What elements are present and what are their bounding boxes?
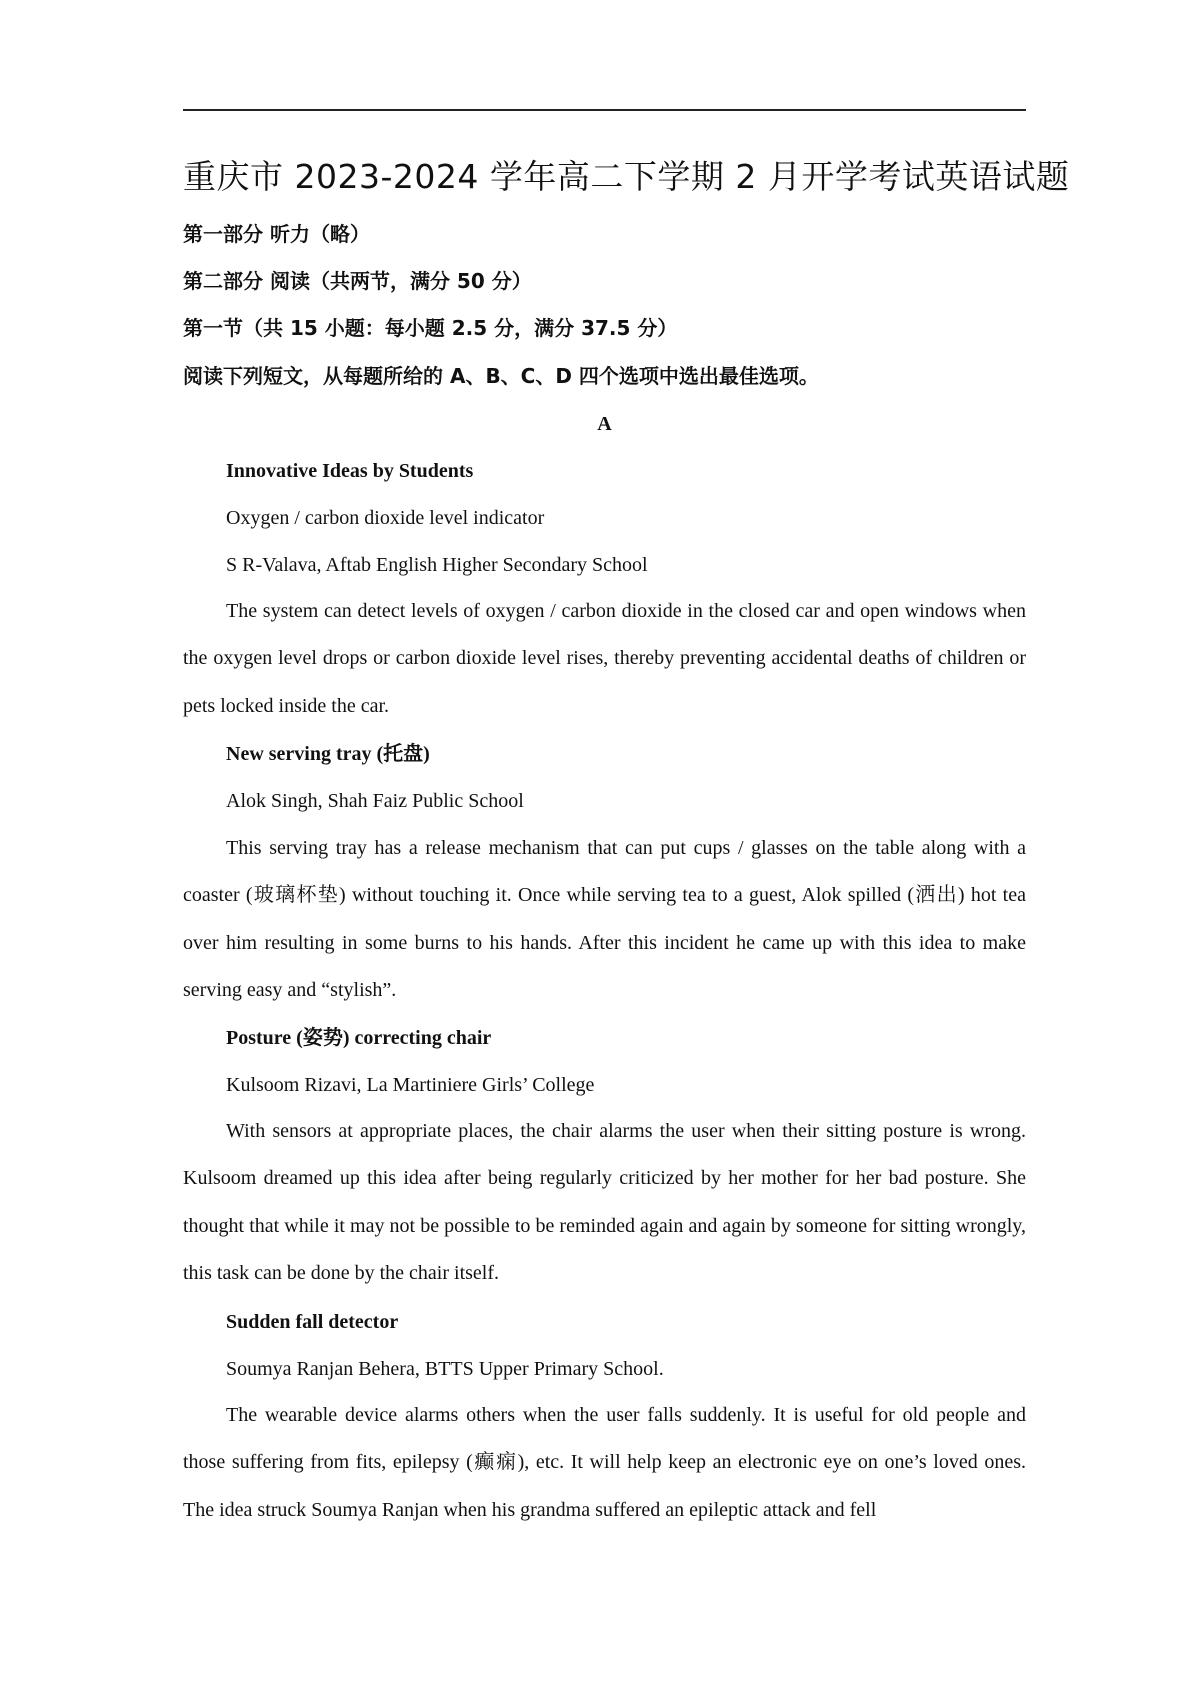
part-one-heading: 第一部分 听力（略） [183,222,370,246]
passage-letter: A [597,413,612,435]
idea-author: S R-Valava, Aftab English Higher Secondary School [226,554,648,576]
part-two-heading: 第二部分 阅读（共两节，满分 50 分） [183,269,532,293]
idea-author: Kulsoom Rizavi, La Martiniere Girls’ College [226,1074,595,1096]
idea-description: With sensors at appropriate places, the chair alarms the user when their sitting posture is wrong. Kulsoom dreamed up this idea after being regularly criticized by her mother for her bad posture. She thought that while it may not be possible to be reminded again and again by someone for sitting wrongly, this task can be done by the chair itself. [183,1120,1026,1284]
idea-name: Posture (姿势) correcting chair [226,1027,492,1049]
idea-author: Soumya Ranjan Behera, BTTS Upper Primary School. [226,1358,664,1380]
idea-name: Oxygen / carbon dioxide level indicator [226,507,545,529]
passage-title: Innovative Ideas by Students [226,460,474,482]
idea-name: Sudden fall detector [226,1311,399,1333]
reading-instruction: 阅读下列短文，从每题所给的 A、B、C、D 四个选项中选出最佳选项。 [183,364,819,388]
header-rule [183,109,1026,111]
document-page [183,0,1070,1697]
exam-title: 重庆市 2023-2024 学年高二下学期 2 月开学考试英语试题 [183,157,1070,196]
idea-author: Alok Singh, Shah Faiz Public School [226,790,524,812]
idea-description: The system can detect levels of oxygen / carbon dioxide in the closed car and open windows when the oxygen level drops or carbon dioxide level rises, thereby preventing accidental deaths of children or pets locked inside the car. [183,600,1026,717]
idea-description: This serving tray has a release mechanism that can put cups / glasses on the table along with a coaster (玻璃杯垫) without touching it. Once while serving tea to a guest, Alok spilled (洒出) hot tea over him resulting in some burns to his hands. After this incident he came up with this idea to make serving easy and “stylish”. [183,837,1026,1001]
idea-name: New serving tray (托盘) [226,743,430,765]
section-one-heading: 第一节（共 15 小题：每小题 2.5 分，满分 37.5 分） [183,316,678,340]
idea-description: The wearable device alarms others when the user falls suddenly. It is useful for old people and those suffering from fits, epilepsy (癫痫), etc. It will help keep an electronic eye on one’s loved ones. The idea struck Soumya Ranjan when his grandma suffered an epileptic attack and fell [183,1404,1026,1521]
